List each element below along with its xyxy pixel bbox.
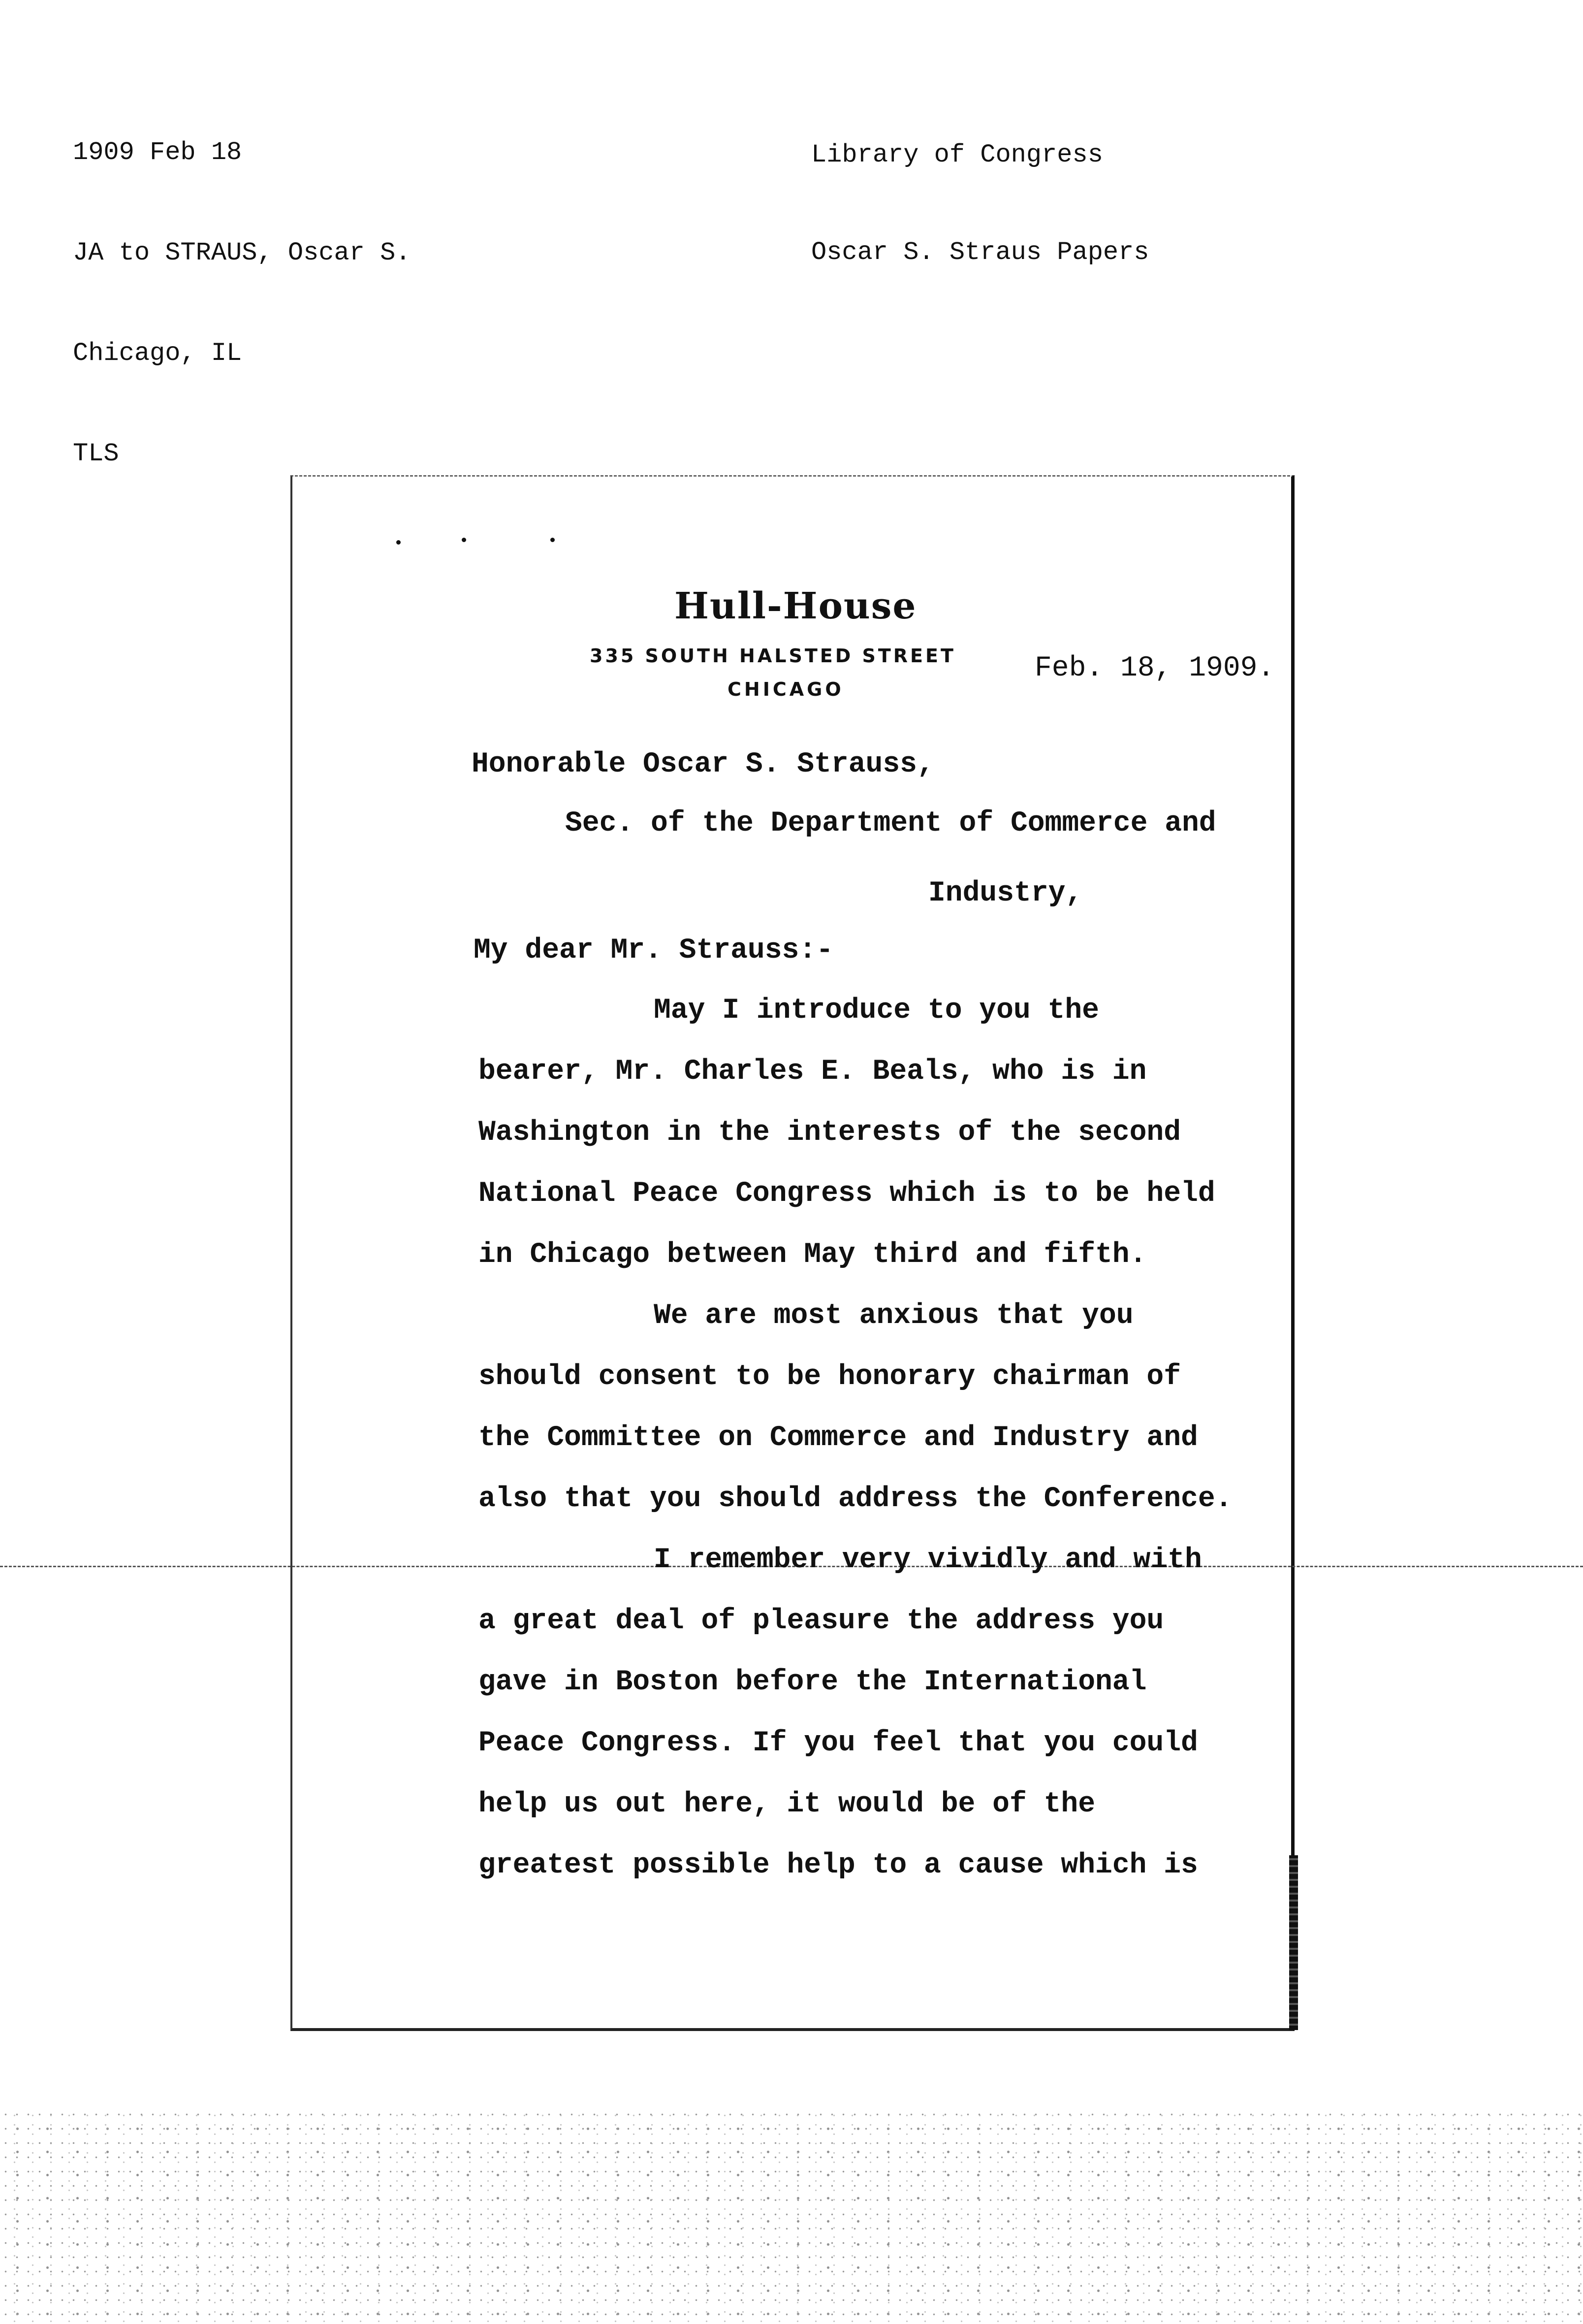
body-line: Washington in the interests of the second <box>478 1117 1181 1149</box>
body-line: greatest possible help to a cause which is <box>478 1849 1198 1881</box>
salutation: My dear Mr. Strauss:- <box>474 935 833 967</box>
letterhead-name: Hull-House <box>674 585 917 627</box>
body-line: also that you should address the Conference. <box>478 1483 1233 1515</box>
archive-correspondents: JA to STRAUS, Oscar S. <box>73 238 411 267</box>
speck-dot <box>550 538 555 542</box>
address-line-3: Industry, <box>928 877 1083 909</box>
speck-dot <box>462 538 466 542</box>
address-line-2: Sec. of the Department of Commerce and <box>565 807 1216 839</box>
body-line: National Peace Congress which is to be held <box>478 1178 1215 1210</box>
letterhead-street: 335 SOUTH HALSTED STREET <box>590 645 956 667</box>
body-line: We are most anxious that you <box>654 1300 1134 1332</box>
scan-noise <box>0 2107 1583 2324</box>
archive-metadata <box>73 69 411 504</box>
body-line: Peace Congress. If you feel that you could <box>478 1727 1198 1759</box>
letterhead-city: CHICAGO <box>728 678 844 700</box>
archive-place: Chicago, IL <box>73 339 242 368</box>
archive-library: Library of Congress <box>811 140 1103 169</box>
body-line: bearer, Mr. Charles E. Beals, who is in <box>478 1056 1147 1088</box>
archive-source <box>811 74 1149 301</box>
body-line: help us out here, it would be of the <box>478 1788 1096 1820</box>
body-line: the Committee on Commerce and Industry and <box>478 1422 1198 1454</box>
body-line: a great deal of pleasure the address you <box>478 1605 1164 1637</box>
archive-collection: Oscar S. Straus Papers <box>811 238 1149 267</box>
address-line-1: Honorable Oscar S. Strauss, <box>472 748 934 780</box>
archive-doc-type: TLS <box>73 439 119 468</box>
body-line: I remember very vividly and with <box>654 1544 1202 1576</box>
letter-date: Feb. 18, 1909. <box>1035 652 1275 684</box>
speck-dot <box>396 540 401 545</box>
body-line: should consent to be honorary chairman of <box>478 1361 1181 1393</box>
archive-date: 1909 Feb 18 <box>73 138 242 167</box>
body-line: gave in Boston before the International <box>478 1666 1147 1698</box>
body-line: May I introduce to you the <box>654 995 1099 1027</box>
body-line: in Chicago between May third and fifth. <box>478 1239 1147 1271</box>
